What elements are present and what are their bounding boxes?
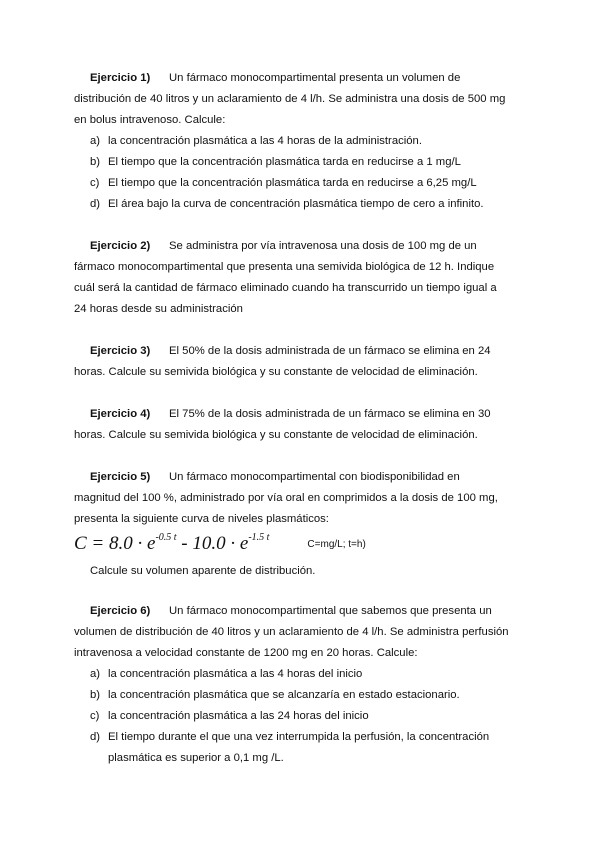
exercise-1-line1: Un fármaco monocompartimental presenta un volumen de bbox=[169, 72, 461, 84]
exercise-6-line2: volumen de distribución de 40 litros y un aclaramiento de 4 l/h. Se administra perfusión bbox=[74, 626, 509, 638]
exercise-1-title: Ejercicio 1) bbox=[90, 72, 151, 84]
formula-units: C=mg/L; t=h) bbox=[307, 539, 366, 550]
exercise-2-line4: 24 horas desde su administración bbox=[74, 303, 243, 315]
item-label: b) bbox=[90, 689, 101, 701]
exercise-1-line3: en bolus intravenoso. Calcule: bbox=[74, 114, 226, 126]
exercise-1-list bbox=[90, 131, 526, 215]
item-text: la concentración plasmática a las 4 horas de la administración. bbox=[108, 135, 422, 147]
item-label: c) bbox=[90, 177, 100, 189]
exercise-6-title: Ejercicio 6) bbox=[90, 605, 151, 617]
item-label: a) bbox=[90, 135, 101, 147]
exercise-5 bbox=[74, 467, 526, 530]
exercise-2-title: Ejercicio 2) bbox=[90, 240, 151, 252]
exercise-2-line3: cuál será la cantidad de fármaco eliminado cuando ha transcurrido un tiempo igual a bbox=[74, 282, 497, 294]
exercise-5-line3: presenta la siguiente curva de niveles plasmáticos: bbox=[74, 513, 329, 525]
list-item bbox=[90, 152, 526, 173]
exercise-4-line2: horas. Calcule su semivida biológica y su constante de velocidad de eliminación. bbox=[74, 429, 478, 441]
exercise-2-line1: Se administra por vía intravenosa una dosis de 100 mg de un bbox=[169, 240, 477, 252]
exercise-2-line2: fármaco monocompartimental que presenta una semivida biológica de 12 h. Indique bbox=[74, 261, 495, 273]
formula-exponent-2: -1.5 t bbox=[248, 532, 270, 543]
item-label: d) bbox=[90, 731, 101, 743]
exercise-1-intro bbox=[74, 68, 526, 131]
exercise-3 bbox=[74, 341, 526, 383]
list-item bbox=[90, 194, 526, 215]
list-item bbox=[90, 173, 526, 194]
exercise-6-list bbox=[90, 664, 526, 769]
exercise-4-line1: El 75% de la dosis administrada de un fármaco se elimina en 30 bbox=[169, 408, 491, 420]
exercise-5-question: Calcule su volumen aparente de distribución. bbox=[90, 565, 316, 577]
exercise-6-line1: Un fármaco monocompartimental que sabemos que presenta un bbox=[169, 605, 492, 617]
item-label: a) bbox=[90, 668, 101, 680]
exercise-1-line2: distribución de 40 litros y un aclaramiento de 4 l/h. Se administra una dosis de 500 mg bbox=[74, 93, 506, 105]
formula-mid: - 10.0 · e bbox=[176, 533, 249, 554]
exercise-3-title: Ejercicio 3) bbox=[90, 345, 151, 357]
item-label: c) bbox=[90, 710, 100, 722]
formula-lhs: C = 8.0 · e bbox=[74, 533, 156, 554]
exercise-5-line1: Un fármaco monocompartimental con biodisponibilidad en bbox=[169, 471, 460, 483]
item-text: la concentración plasmática que se alcanzaría en estado estacionario. bbox=[108, 689, 460, 701]
item-text: El tiempo que la concentración plasmática tarda en reducirse a 1 mg/L bbox=[108, 156, 461, 168]
exercise-5-title: Ejercicio 5) bbox=[90, 471, 151, 483]
concentration-formula bbox=[74, 532, 366, 560]
list-item bbox=[90, 131, 526, 152]
list-item bbox=[90, 664, 526, 685]
formula-exponent-1: -0.5 t bbox=[155, 532, 177, 543]
exercise-3-line1: El 50% de la dosis administrada de un fármaco se elimina en 24 bbox=[169, 345, 491, 357]
exercise-4-title: Ejercicio 4) bbox=[90, 408, 151, 420]
exercise-3-line2: horas. Calcule su semivida biológica y su constante de velocidad de eliminación. bbox=[74, 366, 478, 378]
item-text: El tiempo que la concentración plasmática tarda en reducirse a 6,25 mg/L bbox=[108, 177, 477, 189]
exercise-6-intro bbox=[74, 601, 526, 664]
exercise-5-line2: magnitud del 100 %, administrado por vía oral en comprimidos a la dosis de 100 mg, bbox=[74, 492, 498, 504]
exercise-6-line3: intravenosa a velocidad constante de 1200 mg en 20 horas. Calcule: bbox=[74, 647, 418, 659]
list-item bbox=[90, 685, 526, 706]
item-label: d) bbox=[90, 198, 101, 210]
exercise-2 bbox=[74, 236, 526, 320]
exercise-4 bbox=[74, 404, 526, 446]
item-text: la concentración plasmática a las 4 horas del inicio bbox=[108, 668, 363, 680]
item-text: El área bajo la curva de concentración plasmática tiempo de cero a infinito. bbox=[108, 198, 484, 210]
item-text: El tiempo durante el que una vez interrumpida la perfusión, la concentración plasmática es superior a 0,1 mg /L. bbox=[108, 731, 490, 764]
list-item bbox=[90, 706, 526, 727]
list-item bbox=[90, 727, 526, 769]
item-text: la concentración plasmática a las 24 horas del inicio bbox=[108, 710, 369, 722]
item-label: b) bbox=[90, 156, 101, 168]
